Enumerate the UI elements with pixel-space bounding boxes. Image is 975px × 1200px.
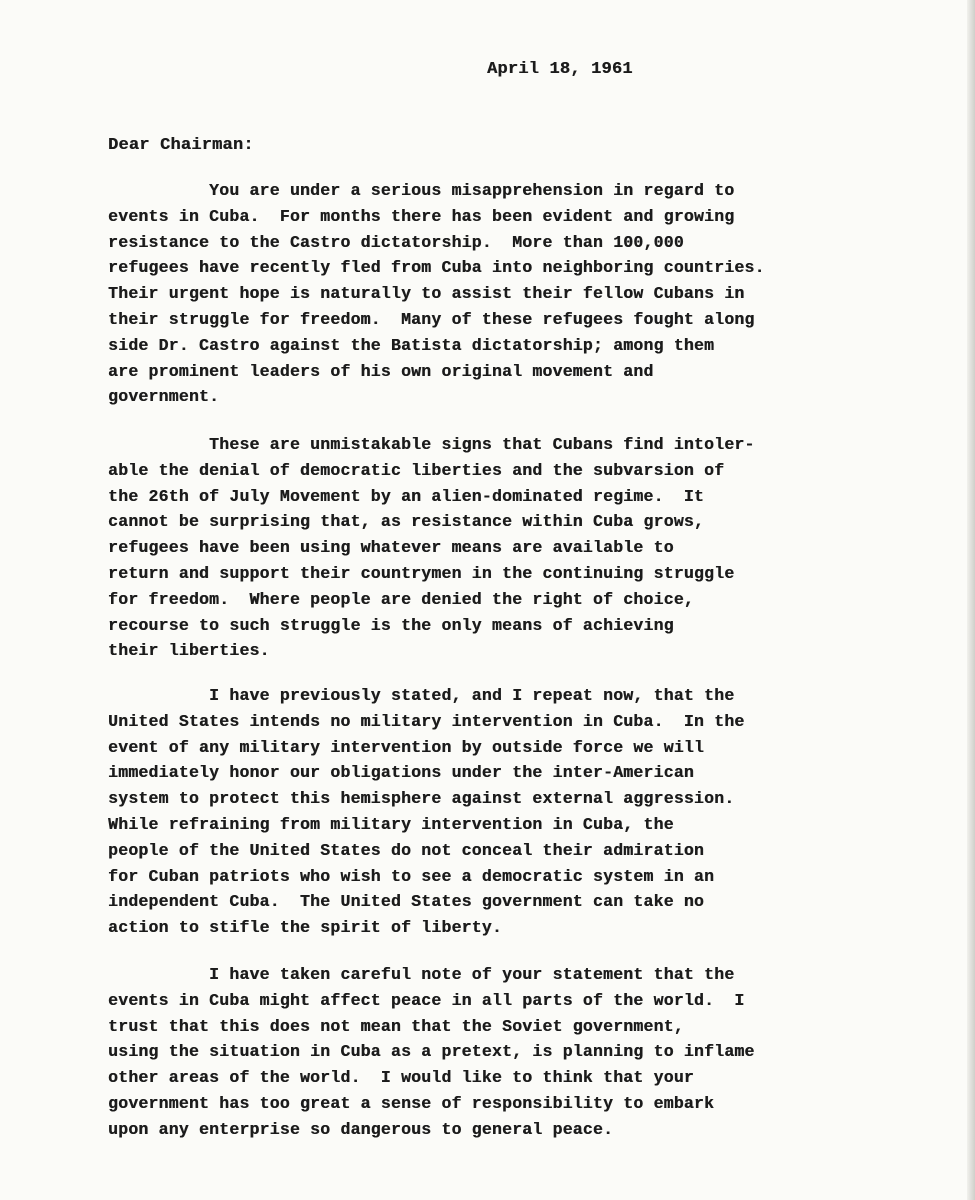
paragraph-3: [108, 683, 744, 941]
text-line: event of any military intervention by outside force we will: [108, 737, 704, 757]
text-line: their liberties.: [108, 641, 270, 661]
text-line: return and support their countrymen in the continuing struggle: [108, 563, 735, 583]
text-line: their struggle for freedom. Many of these refugees fought along: [108, 309, 755, 329]
text-line: independent Cuba. The United States government can take no: [108, 892, 704, 912]
text-line: cannot be surprising that, as resistance within Cuba grows,: [108, 512, 704, 532]
text-line: United States intends no military intervention in Cuba. In the: [108, 711, 745, 731]
text-line: events in Cuba might affect peace in all parts of the world. I: [108, 990, 745, 1010]
paragraph-1: [108, 178, 765, 410]
paragraph-2: [108, 432, 755, 664]
text-line: people of the United States do not conceal their admiration: [108, 840, 704, 860]
text-line: recourse to such struggle is the only means of achieving: [108, 615, 674, 635]
text-line: While refraining from military intervention in Cuba, the: [108, 814, 674, 834]
text-line: immediately honor our obligations under the inter-American: [108, 763, 694, 783]
page-edge-shadow: [967, 0, 975, 1200]
text-line: other areas of the world. I would like to think that your: [108, 1068, 694, 1088]
text-line: the 26th of July Movement by an alien-dominated regime. It: [108, 486, 704, 506]
text-line: Their urgent hope is naturally to assist their fellow Cubans in: [108, 284, 745, 304]
text-line: resistance to the Castro dictatorship. More than 100,000: [108, 232, 684, 252]
text-line: government has too great a sense of responsibility to embark: [108, 1093, 715, 1113]
text-line: These are unmistakable signs that Cubans find intoler-: [108, 435, 755, 454]
paragraph-4: [108, 962, 755, 1143]
letter-salutation: Dear Chairman:: [108, 136, 254, 155]
text-line: are prominent leaders of his own original movement and: [108, 361, 654, 381]
text-line: I have previously stated, and I repeat now, that the: [108, 686, 735, 705]
text-line: You are under a serious misapprehension in regard to: [108, 181, 735, 200]
text-line: system to protect this hemisphere against external aggression.: [108, 789, 735, 809]
text-line: government.: [108, 387, 220, 407]
text-line: trust that this does not mean that the Soviet government,: [108, 1016, 684, 1036]
text-line: for Cuban patriots who wish to see a democratic system in an: [108, 866, 715, 886]
text-line: refugees have recently fled from Cuba into neighboring countries.: [108, 258, 765, 278]
text-line: upon any enterprise so dangerous to general peace.: [108, 1119, 614, 1139]
text-line: I have taken careful note of your statement that the: [108, 965, 735, 984]
text-line: side Dr. Castro against the Batista dictatorship; among them: [108, 335, 715, 355]
text-line: events in Cuba. For months there has been evident and growing: [108, 206, 735, 226]
text-line: refugees have been using whatever means are available to: [108, 538, 674, 558]
text-line: for freedom. Where people are denied the right of choice,: [108, 589, 694, 609]
text-line: able the denial of democratic liberties and the subvarsion of: [108, 460, 725, 480]
letter-date: April 18, 1961: [487, 60, 633, 79]
text-line: using the situation in Cuba as a pretext, is planning to inflame: [108, 1042, 755, 1062]
text-line: action to stifle the spirit of liberty.: [108, 918, 502, 938]
